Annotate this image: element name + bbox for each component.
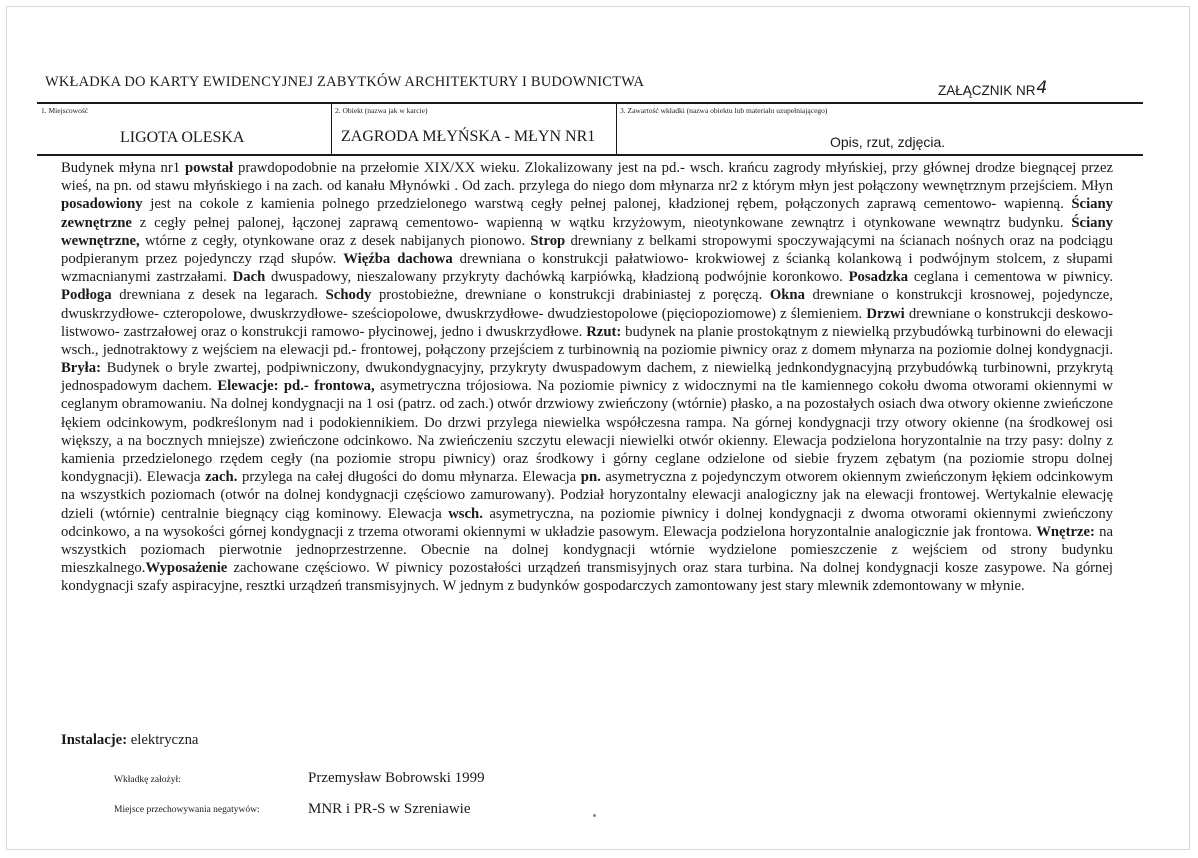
description-segment: budynek na planie prostokątnym z niewielką przybudówką turbinowni do elewacji wsch., jednotraktowy z wejściem na elewacji pd.- frontowej, połączony przejściem z turbinownią na poziomie piwnicy oraz z domem młynarza na poziomie dolnej kondygnacji. bbox=[61, 323, 1113, 358]
description-segment: asymetryczna, na poziomie piwnicy i dolnej kondygnacji z dwoma otworami okiennymi zwieńczony odcinkowo, a na wysokości górnej kondygnacji z trzema otworami okiennymi w układzie pasowym. Elewacja podzielona horyzontalnie analogicznie jak frontowa. bbox=[61, 505, 1114, 540]
description-bold-term: wsch. bbox=[448, 505, 483, 522]
description-segment: prostobieżne, drewniane o konstrukcji drabiniastej z poręczą. bbox=[371, 287, 770, 304]
description-segment: drewniana o konstrukcji pałatwiowo- krokwiowej z ścianką kolankową i podwójnym stolcem, z słupami wzmacnianymi zastrzałami. bbox=[61, 250, 1113, 286]
header-table-top-rule bbox=[37, 102, 1143, 104]
installations-value: elektryczna bbox=[127, 732, 199, 748]
description-bold-term: Bryła: bbox=[61, 360, 101, 377]
description-bold-term: Rzut: bbox=[586, 323, 622, 340]
description-bold-term: Posadzka bbox=[848, 269, 909, 286]
installations-label: Instalacje: bbox=[61, 732, 128, 748]
description-segment: drewniany z belkami stropowymi spoczywającymi na ścianach nośnych oraz na podciągu podpieranym przez pojedynczy rząd słupów. bbox=[61, 232, 1113, 267]
header-column-divider-2 bbox=[616, 103, 617, 154]
description-bold-term: Wyposażenie bbox=[145, 560, 228, 577]
description-bold-term: Podłoga bbox=[61, 287, 112, 304]
description-bold-term: Elewacje: pd.- frontowa, bbox=[217, 378, 375, 395]
description-segment: wtórne z cegły, otynkowane oraz z desek nabijanych pionowo. bbox=[139, 232, 531, 249]
description-bold-term: powstał bbox=[184, 160, 234, 176]
field-object-label: 2. Obiekt (nazwa jak w karcie) bbox=[335, 106, 428, 115]
document-title: WKŁADKA DO KARTY EWIDENCYJNEJ ZABYTKÓW ARCHITEKTURY I BUDOWNICTWA bbox=[45, 74, 645, 90]
description-segment: drewniana z desek na legarach. bbox=[111, 287, 326, 304]
description-segment: drewniane o konstrukcji deskowo- listwowo- zastrzałowej oraz o konstrukcji ramowo- płycinowej, jedno i dwuskrzydłowe. bbox=[61, 305, 1113, 340]
description-segment: ceglana i cementowa w piwnicy. bbox=[908, 269, 1113, 286]
description-bold-term: zach. bbox=[205, 469, 238, 486]
description-segment: dwuspadowy, nieszalowany przykryty dachówką karpiówką, kładzioną podwójnie koronkowo. bbox=[265, 269, 849, 286]
description-segment: Budynek młyna nr1 bbox=[61, 160, 185, 176]
description-bold-term: Więźba dachowa bbox=[343, 250, 453, 267]
description-segment: na wszystkich poziomach pierwotnie jednoprzestrzenne. Obecnie na dolnej kondygnacji wtórnie wydzielone pomieszczenie z wejściem od strony budynku mieszkalnego. bbox=[61, 523, 1113, 577]
scan-speck bbox=[593, 814, 596, 817]
description-bold-term: Dach bbox=[232, 269, 266, 286]
description-segment: przylega na całej długości do domu młynarza. Elewacja bbox=[237, 469, 581, 486]
installations-line bbox=[61, 732, 198, 749]
description-segment: prawdopodobnie na przełomie XIX/XX wieku. Zlokalizowany jest na pd.- wsch. krańcu zagrody młyńskiej, przy głównej drodze biegnącej przez wieś, na pn. od stawu młyńskiego i na zach. od kanału Młynówki . Od zach. przylega do niego dom młynarza nr2 z którym młyn jest połączony wewnętrznym przejściem. Młyn bbox=[61, 160, 1113, 195]
header-table-bottom-rule bbox=[37, 154, 1143, 156]
field-contents-value: Opis, rzut, zdjęcia. bbox=[830, 134, 946, 150]
description-bold-term: Wnętrze: bbox=[1036, 523, 1095, 540]
founder-label: Wkładkę założył: bbox=[114, 775, 181, 785]
description-segment: zachowane częściowo. W piwnicy pozostałości urządzeń transmisyjnych oraz stara turbina. Na dolnej kondygnacji kosze zasypowe. Na górnej kondygnacji szafy aspiracyjne, resztki urządzeń transmisyjnych. W jednym z budynków gospodarczych zamontowany jest stary mlewnik zdemontowany w młynie. bbox=[61, 560, 1113, 595]
description-bold-term: Schody bbox=[325, 287, 372, 304]
description-text bbox=[61, 159, 1113, 596]
description-bold-term: Okna bbox=[769, 287, 805, 304]
description-bold-term: posadowiony bbox=[61, 196, 143, 213]
description-bold-term: Strop bbox=[530, 232, 566, 249]
description-bold-term: Ściany wewnętrzne, bbox=[61, 214, 1113, 249]
header-column-divider-1 bbox=[331, 103, 332, 154]
annex-number: 4 bbox=[1036, 78, 1048, 98]
field-locality-value: LIGOTA OLESKA bbox=[120, 129, 245, 146]
description-bold-term: pn. bbox=[580, 469, 601, 486]
description-segment: asymetryczna z pojedynczym otworem okiennym zwieńczonym łękiem odcinkowym na wszystkich poziomach (otwór na dolnej kondygnacji częściowo zamurowany). Podział horyzontalny elewacji analogiczny jak na elewacji frontowej. Wertykalnie elewację dzieli (wtórnie) centralnie biegnący ciąg kominowy. Elewacja bbox=[61, 469, 1114, 522]
founder-value: Przemysław Bobrowski 1999 bbox=[308, 770, 485, 786]
description-bold-term: Ściany zewnętrzne bbox=[61, 196, 1113, 231]
description-segment: Budynek o bryle zwartej, podpiwniczony, dwukondygnacyjny, przykryty dwuspadowym dachem, z niewielką jednkondygnacyjną przybudówką turbinowni, przykrytą jednospadowym dachem. bbox=[61, 360, 1113, 395]
negatives-value: MNR i PR-S w Szreniawie bbox=[308, 801, 471, 817]
description-segment: jest na cokole z kamienia polnego przedzielonego warstwą cegły pełnej palonej, kładzionej rębem, połączonych zaprawą cementowo- wapienną. bbox=[142, 196, 1072, 213]
field-contents-label: 3. Zawartość wkładki (nazwa obiektu lub materiału uzupełniającego) bbox=[620, 106, 828, 115]
description-bold-term: Drzwi bbox=[866, 305, 905, 322]
description-segment: drewniane o konstrukcji krosnowej, pojedyncze, dwuskrzydłowe- czteropolowe, dwuskrzydłowe- sześciopolowe, dwuskrzydłowe- dwudziestopolowe (pięciopoziomowe) z ślemieniem. bbox=[61, 287, 1113, 322]
field-object-value: ZAGRODA MŁYŃSKA - MŁYN NR1 bbox=[341, 128, 596, 145]
description-segment: z cegły pełnej palonej, łączonej zaprawą cementowo- wapienną w wątku krzyżowym, nieotynkowane zewnątrz i otynkowane wewnątrz budynku. bbox=[131, 214, 1072, 231]
annex-label: ZAŁĄCZNIK NR bbox=[938, 83, 1036, 98]
field-locality-label: 1. Miejscowość bbox=[41, 106, 89, 115]
annex-label-group bbox=[938, 80, 1047, 100]
negatives-label: Miejsce przechowywania negatywów: bbox=[114, 805, 260, 815]
description-segment: asymetryczna trójosiowa. Na poziomie piwnicy z widocznymi na tle kamiennego cokołu dwoma otworami okiennymi w ceglanym obramowaniu. Na dolnej kondygnacji na 1 osi (patrz. od zach.) otwór drzwiowy zwieńczony (wtórnie) płasko, a na pozostałych osiach dwa otwory okienne zwieńczone łękiem odcinkowym, podkreślonym nad i podokiennikiem. Do drzwi przylega niewielka współczesna rampa. Na górnej kondygnacji trzy otwory okienne (na środkowej osi większy, a na bocznych mniejsze) zwieńczone odcinkowo. Na zwieńczeniu szczytu elewacji niewielki otwór okienny. Elewacja podzielona horyzontalnie na trzy pasy: dolny z kamienia przedzielonego rzędem cegły (na poziomie stropu piwnicy) oraz środkowy i górny ceglane odzielone od siebie fryzem zębatym (na poziomie stropu dolnej kondygnacji). Elewacja bbox=[61, 378, 1113, 486]
